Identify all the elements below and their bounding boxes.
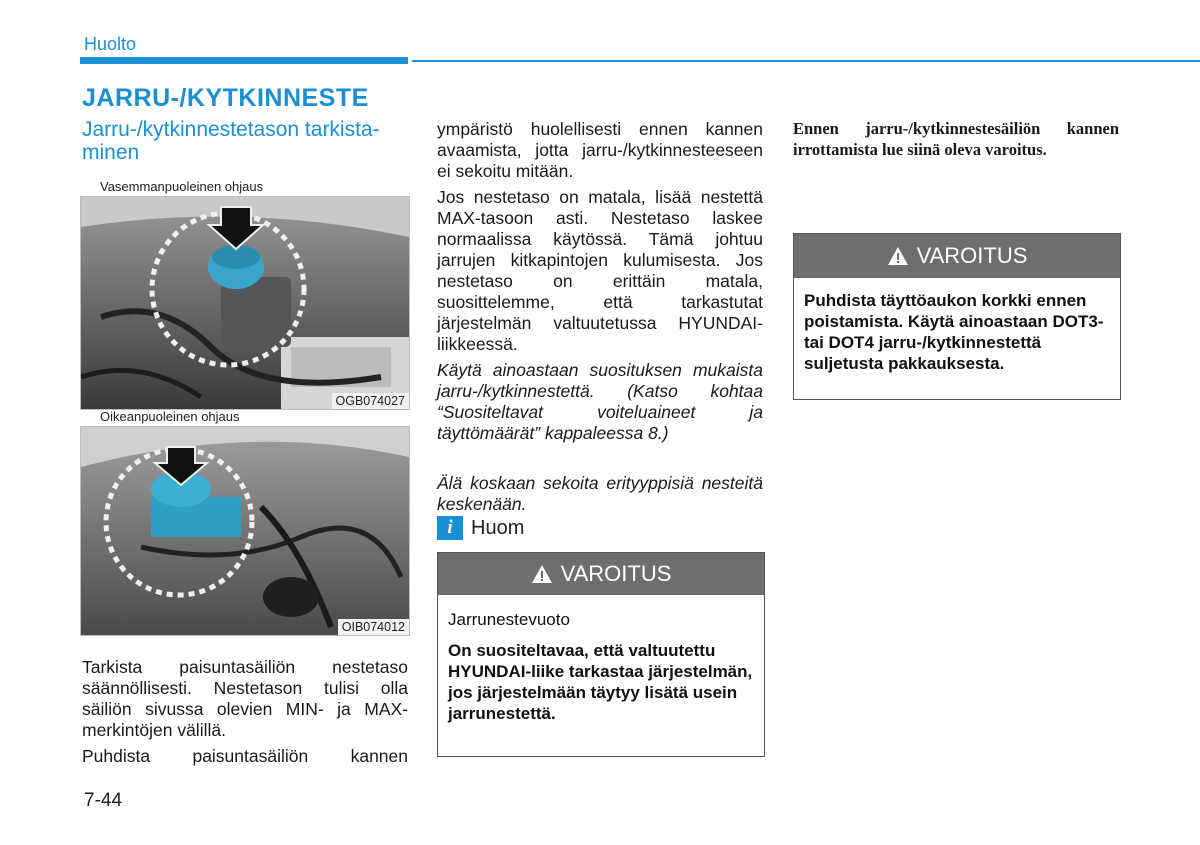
warning-heading: Jarrunestevuoto [448, 610, 570, 629]
col2-paragraph-2: Jos nestetaso on matala, lisää nestettä MAX-tasoon asti. Nestetaso laskee normaalissa käytössä. Tämä johtuu jarrujen kitkapintojen kulumisesta. Jos nestetaso on erittäin matala, suosittelemme, että tarkastutat järjestelmän valtuutetussa HYUNDAI-liikkeessä. [437, 187, 763, 354]
figure-2-label: Oikeanpuoleinen ohjaus [100, 409, 240, 424]
col1-paragraph-2: Puhdista paisuntasäiliön kannen [82, 746, 408, 766]
warning-text-2: Puhdista täyttöaukon korkki ennen poistamista. Käytä ainoastaan DOT3- tai DOT4 jarru-/kytkinnestettä suljetusta pakkauksesta. [804, 291, 1104, 373]
col2-paragraph-3: Käytä ainoastaan suosituksen mukaista jarru-/kytkinnestettä. (Katso kohtaa “Suositeltavat voiteluaineet ja täyttömäärät” kappaleessa 8.) [437, 360, 763, 443]
header-bar-thick [80, 57, 408, 64]
warning-header [438, 553, 764, 595]
page-number: 7-44 [84, 790, 123, 811]
warning-title-2: VAROITUS [916, 243, 1028, 268]
warning-triangle-icon [887, 246, 909, 266]
engine-photo-lhd [80, 196, 410, 410]
warning-title: VAROITUS [560, 561, 672, 586]
col3-paragraph-1: Ennen jarru-/kytkinnestesäiliön kannen irrottamista lue siinä oleva varoitus. [793, 119, 1119, 159]
section-label: Huolto [84, 34, 137, 54]
section-subtitle: Jarru-/kytkinnestetason tarkista-minen [82, 118, 380, 164]
engine-photo-rhd [80, 426, 410, 636]
warning-header-2 [794, 234, 1120, 278]
figure-2-code: OIB074012 [338, 619, 409, 635]
info-icon: i [437, 516, 463, 540]
warning-box-cap [793, 233, 1121, 400]
warning-triangle-icon [531, 564, 553, 584]
col1-paragraph-1: Tarkista paisuntasäiliön nestetaso säännöllisesti. Nestetason tulisi olla säiliön sivussa olevien MIN- ja MAX-merkintöjen välillä. [82, 657, 408, 740]
header-bar-thin [412, 60, 1200, 62]
col2-paragraph-4: Älä koskaan sekoita erityyppisiä nesteitä keskenään. [437, 473, 763, 514]
figure-1-code: OGB074027 [332, 393, 410, 409]
figure-1-label: Vasemmanpuoleinen ohjaus [100, 179, 264, 194]
warning-text: On suositeltavaa, että valtuutettu HYUNDAI-liike tarkastaa järjestelmän, jos järjestelmään täytyy lisätä usein jarrunestettä. [448, 641, 753, 723]
col2-paragraph-1: ympäristö huolellisesti ennen kannen avaamista, jotta jarru-/kytkinnesteeseen ei sekoitu mitään. [437, 119, 763, 181]
warning-box-leak [437, 552, 765, 757]
note-heading [437, 516, 524, 540]
page-title: JARRU-/KYTKINNESTE [82, 84, 369, 112]
note-label: Huom [471, 516, 525, 539]
